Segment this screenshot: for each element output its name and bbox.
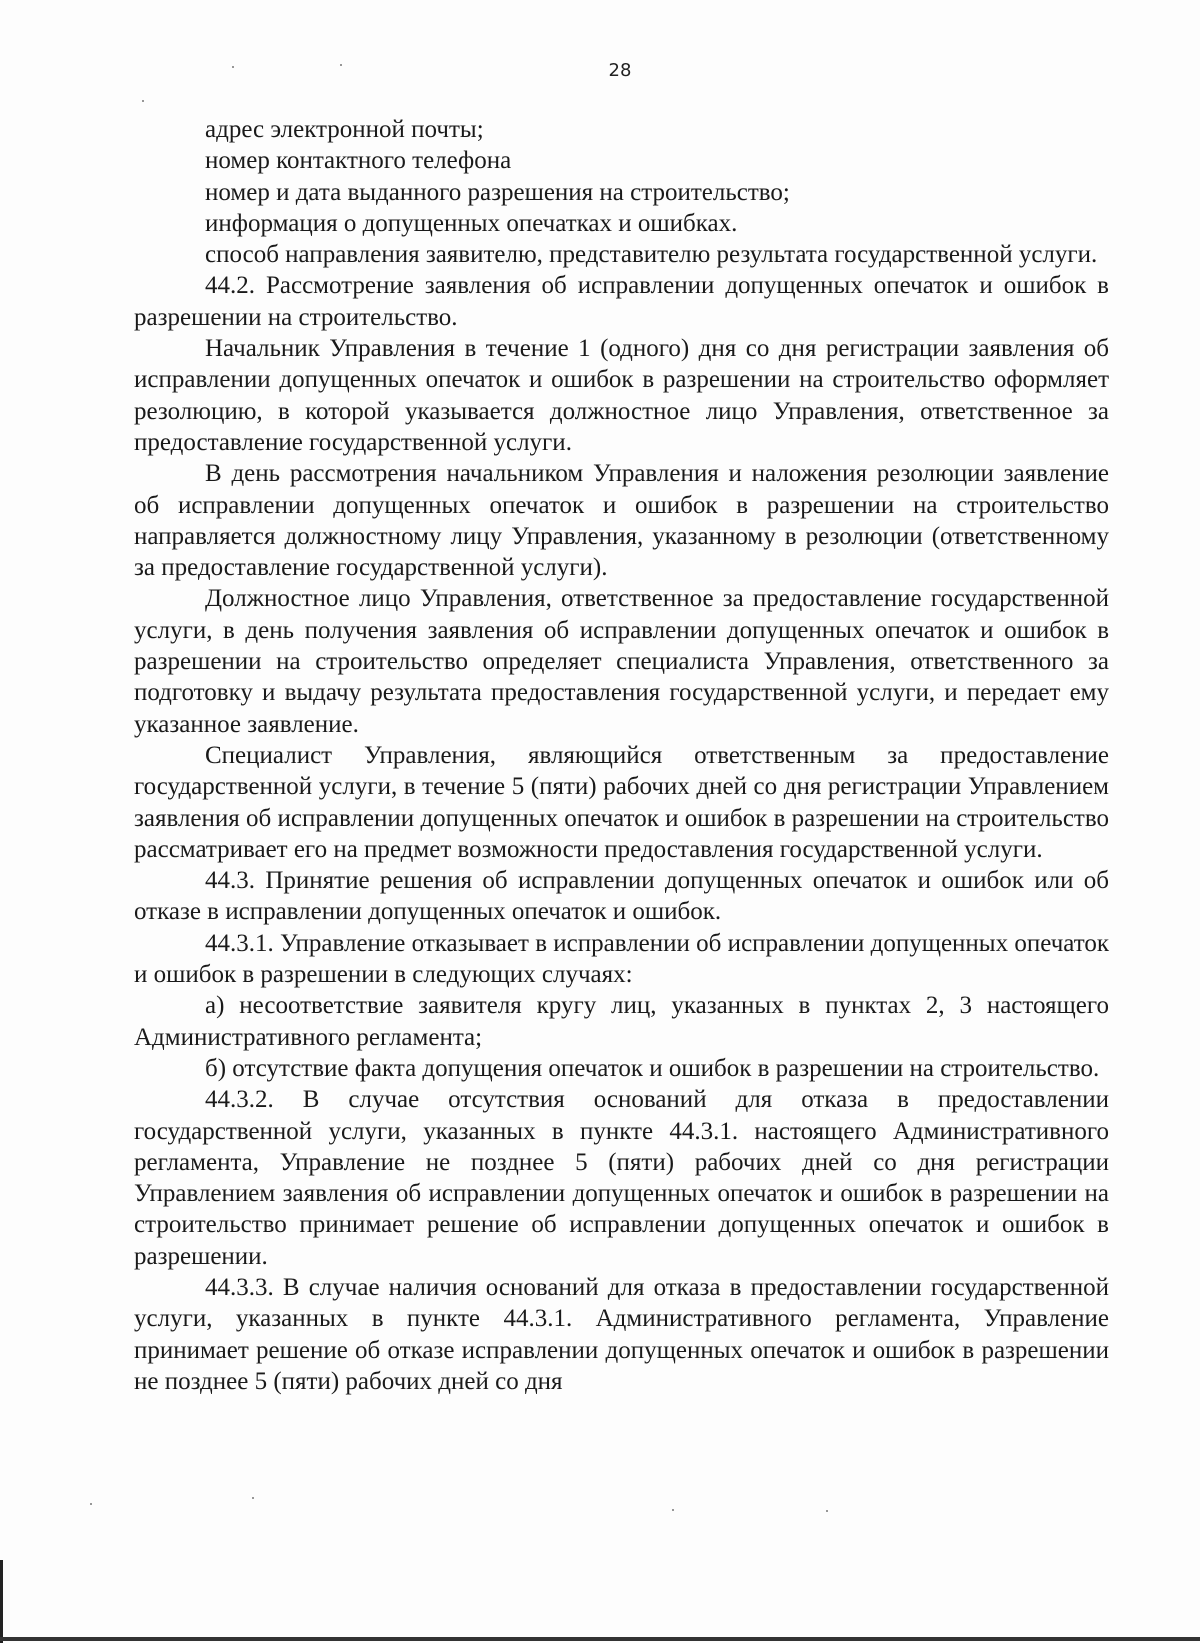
paragraph: 44.3. Принятие решения об исправлении допущенных опечаток и ошибок или об отказе в исправлении допущенных опечаток и ошибок.	[134, 867, 1109, 926]
paragraph: Начальник Управления в течение 1 (одного) дня со дня регистрации заявления об исправлении допущенных опечаток и ошибок в разрешении на строительство оформляет резолюцию, в которой указывается должностное лицо Управления, ответственное за предоставление государственной услуги.	[134, 335, 1109, 456]
scan-speck	[672, 1509, 674, 1511]
document-body	[134, 114, 1109, 1397]
paragraph: способ направления заявителю, представителю результата государственной услуги.	[205, 241, 1098, 269]
paragraph: информация о допущенных опечатках и ошибках.	[205, 209, 738, 237]
paragraph: Должностное лицо Управления, ответственное за предоставление государственной услуги, в день получения заявления об исправлении допущенных опечаток и ошибок в разрешении на строительство определяет специалиста Управления, ответственного за подготовку и выдачу результата предоставления государственной услуги, и передает ему указанное заявление.	[134, 585, 1109, 738]
scan-edge	[0, 1560, 3, 1643]
paragraph: б) отсутствие факта допущения опечаток и ошибок в разрешении на строительство.	[205, 1054, 1100, 1082]
scan-speck	[826, 1510, 828, 1512]
paragraph: 44.3.3. В случае наличия оснований для отказа в предоставлении государственной услуги, указанных в пункте 44.3.1. Административного регламента, Управление принимает решение об отказе исправлении допущенных опечаток и ошибок в разрешении не позднее 5 (пяти) рабочих дней со дня	[134, 1273, 1109, 1395]
paragraph: 44.2. Рассмотрение заявления об исправлении допущенных опечаток и ошибок в разрешении на строительство.	[134, 272, 1109, 331]
paragraph: адрес электронной почты;	[205, 116, 484, 143]
scan-speck	[142, 100, 144, 102]
paragraph: номер контактного телефона	[205, 147, 512, 175]
page-number: 28	[608, 60, 632, 81]
paragraph: В день рассмотрения начальником Управления и наложения резолюции заявление об исправлении допущенных опечаток и ошибок в разрешении на строительство направляется должностному лицу Управления, указанному в резолюции (ответственному за предоставление государственной услуги).	[134, 460, 1109, 582]
paragraph: а) несоответствие заявителя кругу лиц, указанных в пунктах 2, 3 настоящего Административного регламента;	[134, 992, 1109, 1051]
paragraph: номер и дата выданного разрешения на строительство;	[205, 178, 790, 206]
paragraph: 44.3.2. В случае отсутствия оснований для отказа в предоставлении государственной услуги, указанных в пункте 44.3.1. настоящего Административного регламента, Управление не позднее 5 (пяти) рабочих дней со дня регистрации Управлением заявления об исправлении допущенных опечаток и ошибок в разрешении на строительство принимает решение об исправлении допущенных опечаток и ошибок в разрешении.	[134, 1086, 1109, 1270]
paragraph: Специалист Управления, являющийся ответственным за предоставление государственной услуги, в течение 5 (пяти) рабочих дней со дня регистрации Управлением заявления об исправлении допущенных опечаток и ошибок в разрешении на строительство рассматривает его на предмет возможности предоставления государственной услуги.	[134, 741, 1109, 863]
scan-bottom-edge	[0, 1637, 1200, 1641]
scan-speck	[232, 66, 234, 68]
scan-speck	[90, 1503, 92, 1505]
scan-speck	[252, 1497, 254, 1499]
scan-speck	[340, 64, 342, 66]
paragraph: 44.3.1. Управление отказывает в исправлении об исправлении допущенных опечаток и ошибок в разрешении в следующих случаях:	[134, 929, 1109, 989]
